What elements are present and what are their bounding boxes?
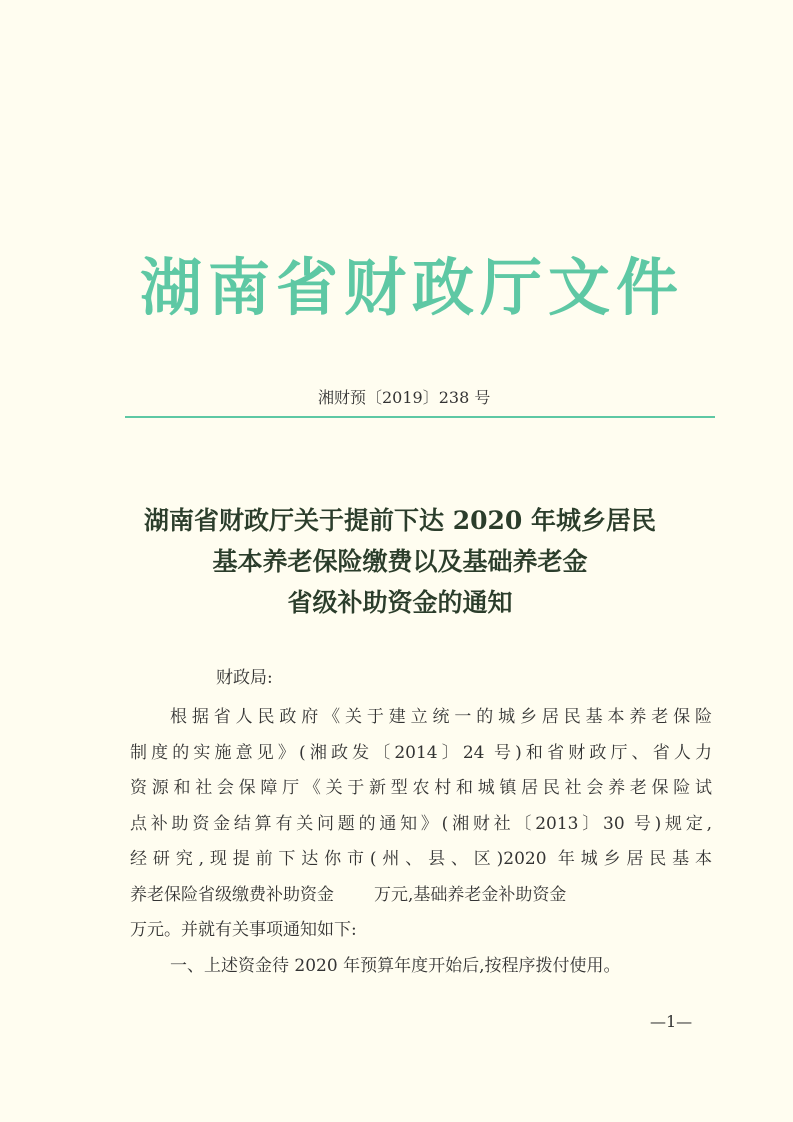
page-number: —1— xyxy=(650,1012,693,1031)
title-line-3: 省级补助资金的通知 xyxy=(287,588,513,617)
title-line-1: 湖南省财政厅关于提前下达 2020 年城乡居民 xyxy=(144,506,656,535)
body-line-7: 万元。并就有关事项通知如下: xyxy=(130,920,357,940)
body-line-3: 资源和社会保障厅《关于新型农村和城镇居民社会养老保险试 xyxy=(130,778,712,798)
body-line-6-part-b: 万元,基础养老金补助资金 xyxy=(374,884,567,905)
body-line-1: 根据省人民政府《关于建立统一的城乡居民基本养老保险 xyxy=(170,707,712,727)
body-line-2: 制度的实施意见》(湘政发〔2014〕24 号)和省财政厅、省人力 xyxy=(130,742,712,763)
issuing-authority-title: 湖南省财政厅文件 xyxy=(140,251,685,324)
header-divider xyxy=(125,416,715,418)
salutation: 财政局: xyxy=(216,668,273,688)
body-line-6-part-a: 养老保险省级缴费补助资金 xyxy=(130,884,334,905)
body-line-8: 一、上述资金待 2020 年预算年度开始后,按程序拨付使用。 xyxy=(170,955,621,976)
document-title xyxy=(100,500,700,623)
title-line-2: 基本养老保险缴费以及基础养老金 xyxy=(212,547,588,576)
document-number: 湘财预〔2019〕238 号 xyxy=(318,388,491,407)
body-line-5: 经研究,现提前下达你市(州、县、区)2020 年城乡居民基本 xyxy=(130,849,712,869)
body-text xyxy=(130,700,712,984)
body-line-6 xyxy=(130,878,712,914)
body-line-4: 点补助资金结算有关问题的通知》(湘财社〔2013〕30 号)规定, xyxy=(130,813,712,834)
